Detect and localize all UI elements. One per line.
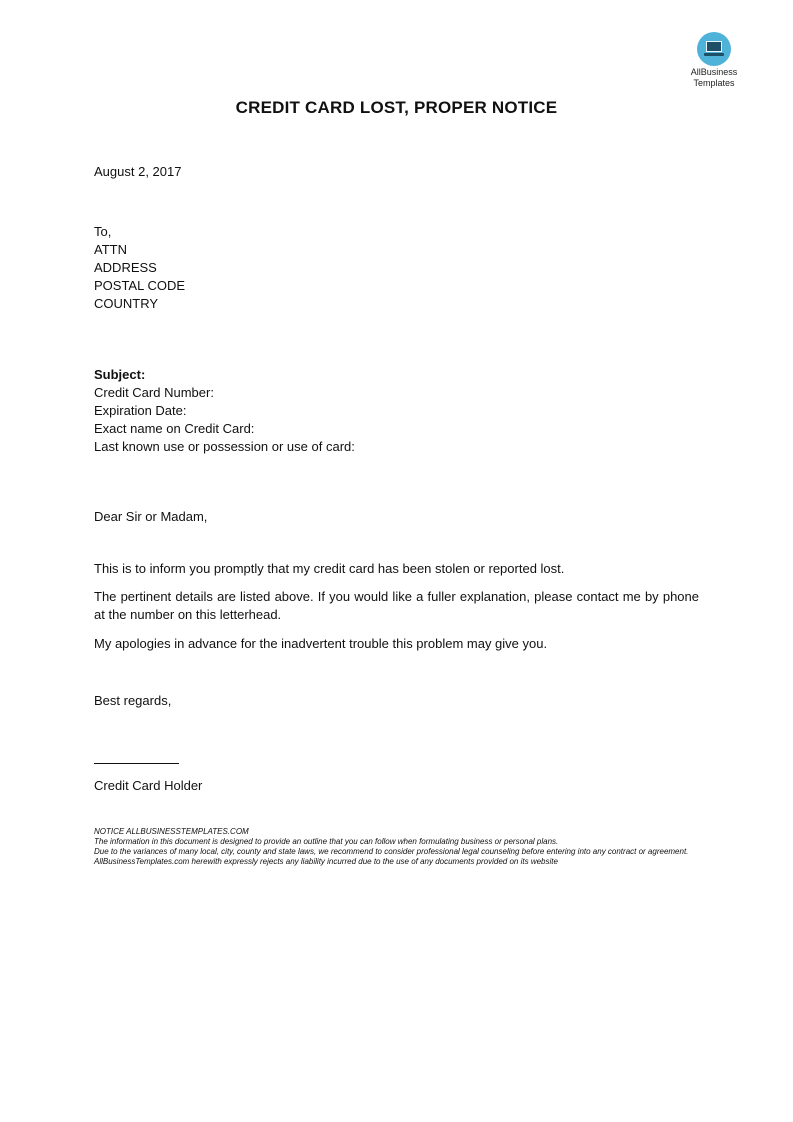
document-title: CREDIT CARD LOST, PROPER NOTICE (235, 98, 558, 117)
body-paragraph-1: This is to inform you promptly that my credit card has been stolen or reported lost. (94, 561, 565, 576)
letter-date: August 2, 2017 (94, 164, 182, 179)
notice-line-3: Due to the variances of many local, city, county and state laws, we recommend to consider professional legal counseling before entering into any contract or agreement. AllBusinessTemplates.com herewith expressly rejects any liability incurred due to the use of any documents provided on its website (94, 847, 689, 866)
logo (684, 32, 744, 88)
recipient-attn: ATTN (94, 242, 127, 257)
logo-text-line1: AllBusiness (690, 67, 738, 77)
recipient-to: To, (94, 224, 112, 239)
legal-notice (94, 827, 700, 867)
recipient-country: COUNTRY (94, 296, 159, 311)
signature-line (94, 763, 179, 764)
subject-card-number: Credit Card Number: (94, 385, 214, 400)
subject-expiration-date: Expiration Date: (94, 403, 187, 418)
closing: Best regards, (94, 693, 172, 708)
subject-label: Subject: (94, 367, 146, 382)
body-paragraph-3: My apologies in advance for the inadvertent trouble this problem may give you. (94, 636, 548, 651)
recipient-address: ADDRESS (94, 260, 157, 275)
subject-last-use: Last known use or possession or use of card: (94, 439, 355, 454)
notice-heading: NOTICE ALLBUSINESSTEMPLATES.COM (94, 827, 249, 836)
notice-line-2: The information in this document is designed to provide an outline that you can follow when formulating business or personal plans. (94, 837, 559, 846)
body-paragraph-2: The pertinent details are listed above. If you would like a fuller explanation, please contact me by phone at the number on this letterhead. (94, 589, 699, 622)
laptop-icon (697, 32, 731, 66)
logo-text-line2: Templates (693, 78, 735, 88)
subject-exact-name: Exact name on Credit Card: (94, 421, 255, 436)
recipient-postal-code: POSTAL CODE (94, 278, 186, 293)
signature-name: Credit Card Holder (94, 778, 203, 793)
greeting: Dear Sir or Madam, (94, 509, 208, 524)
